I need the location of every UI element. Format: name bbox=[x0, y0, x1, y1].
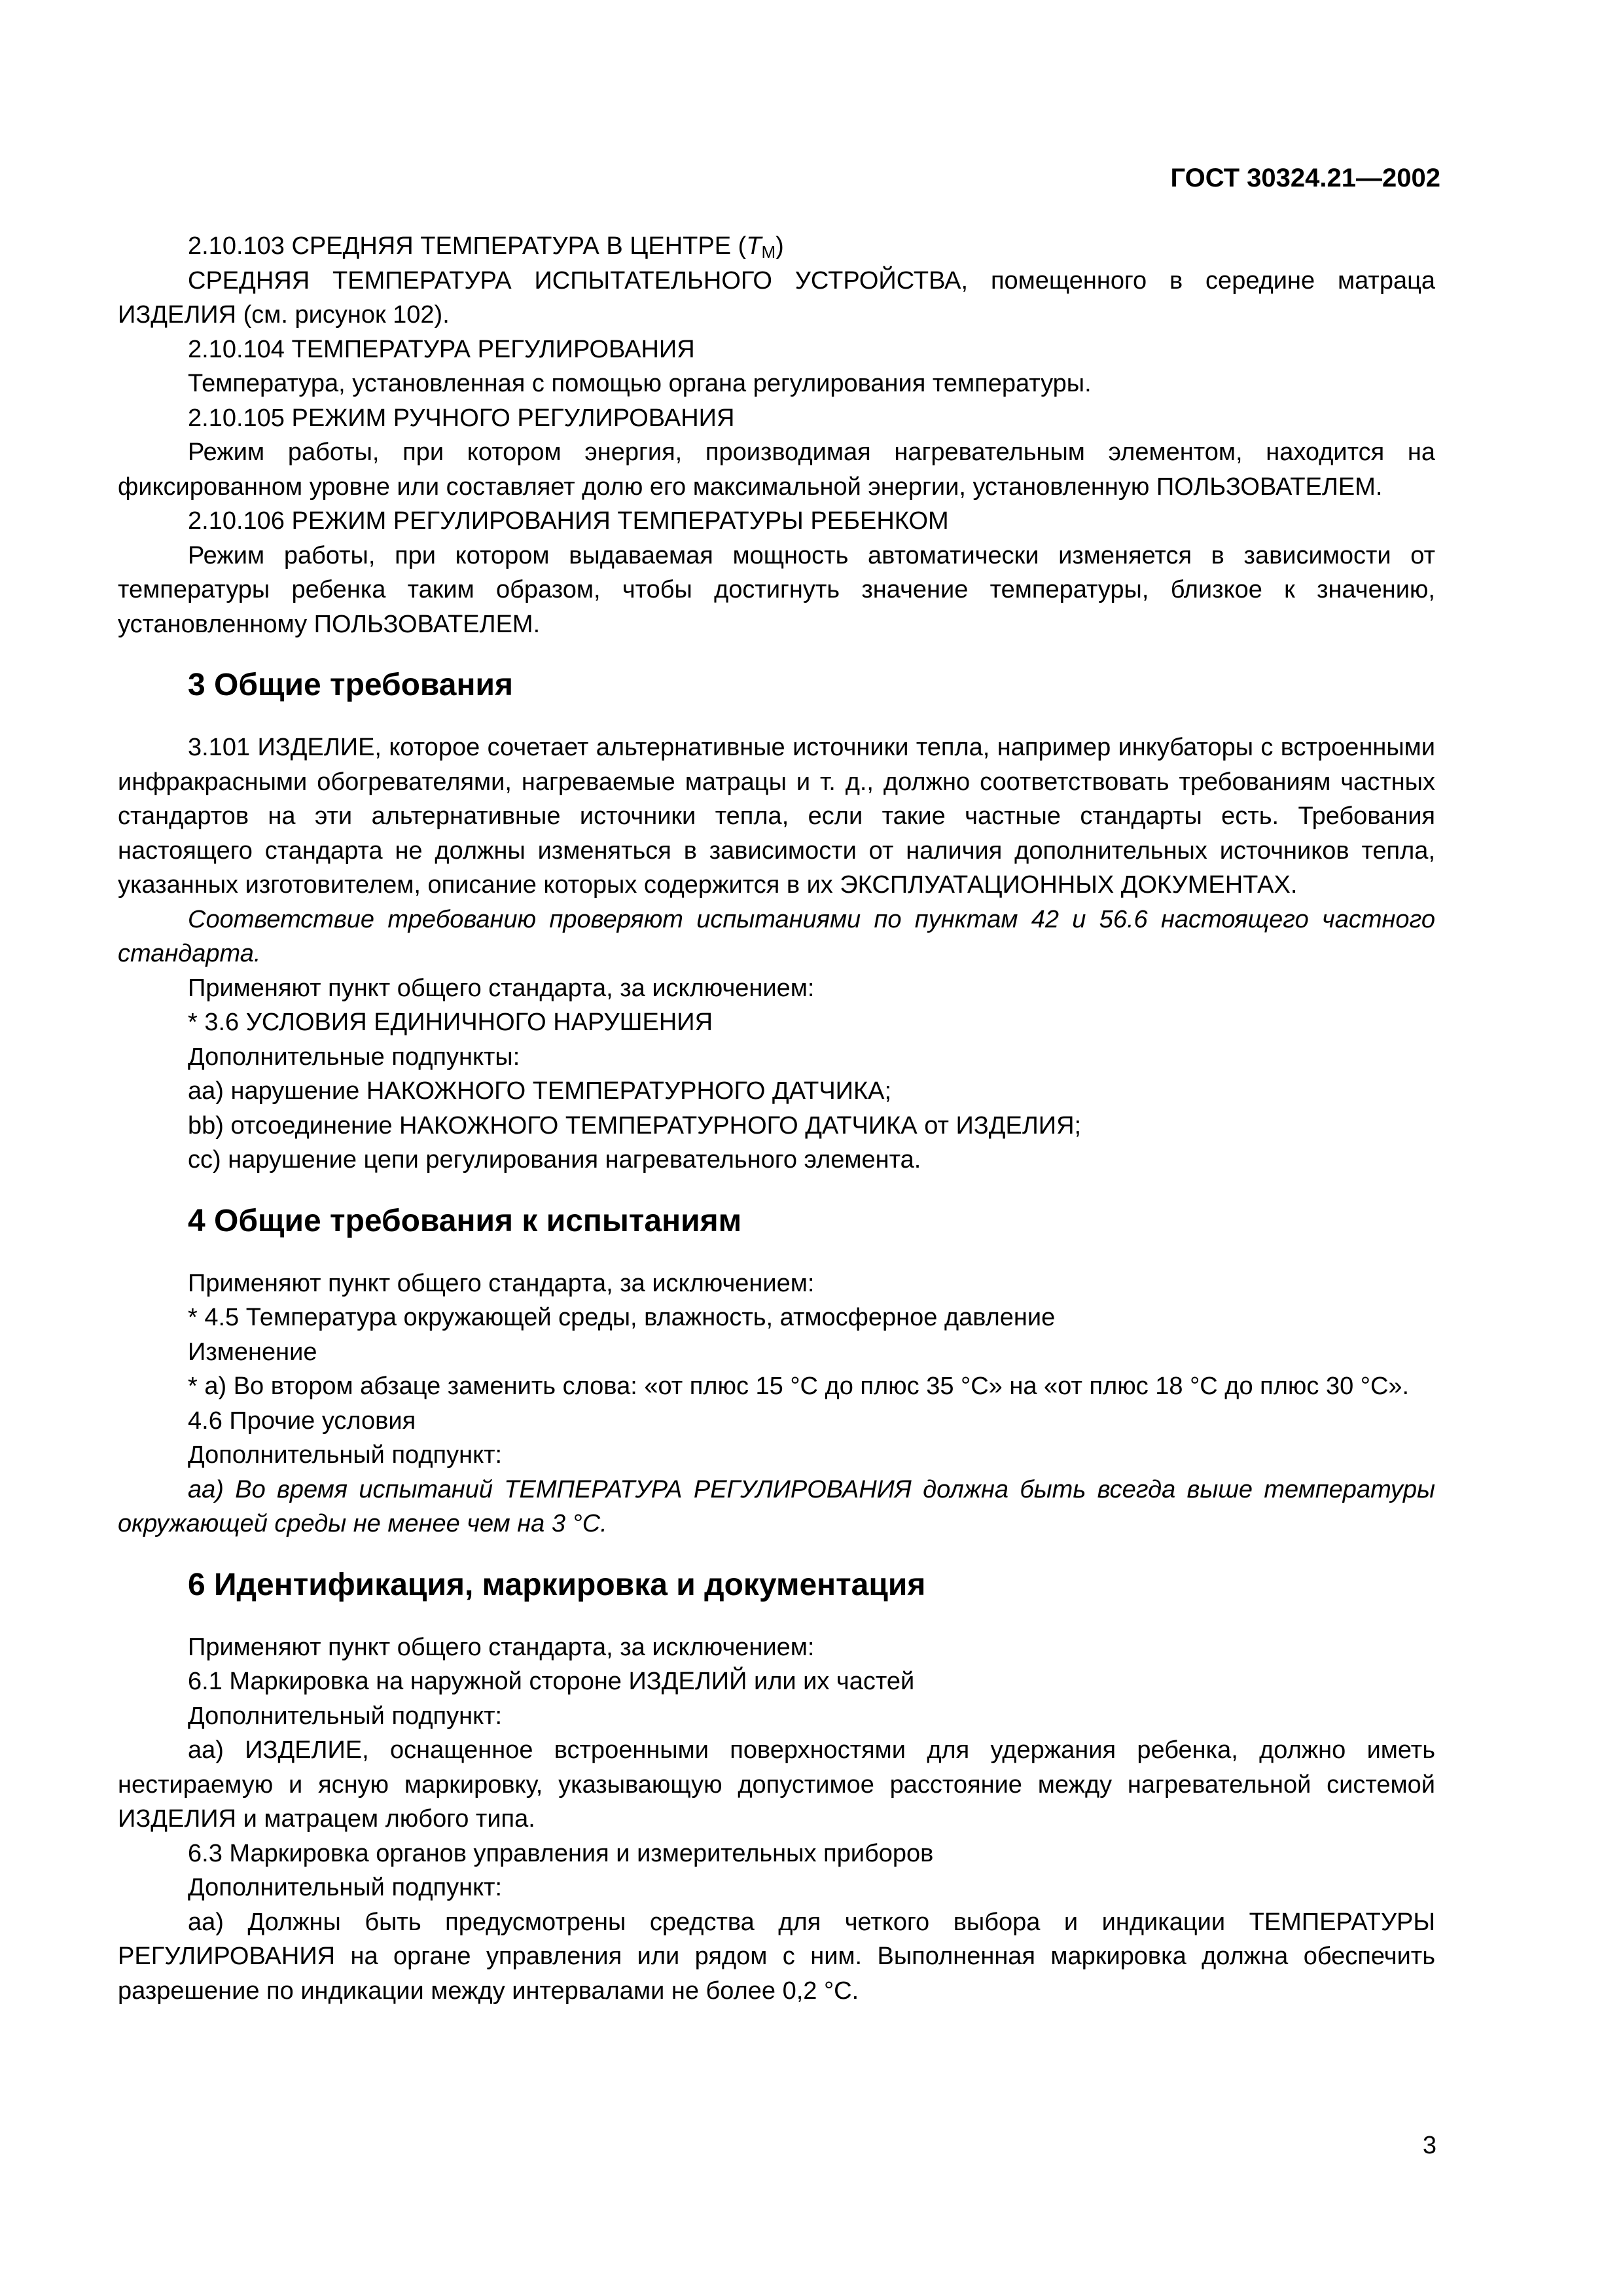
compliance-note: Соответствие требованию проверяют испытаниями по пунктам 42 и 56.6 настоящего частного стандарта. bbox=[118, 905, 1435, 967]
applied-clause-text: Применяют пункт общего стандарта, за исключением: bbox=[188, 1269, 815, 1297]
additional-subclause-label: Дополнительный подпункт: bbox=[188, 1874, 503, 1901]
clause-4-5: * 4.5 Температура окружающей среды, влажность, атмосферное давление bbox=[188, 1304, 1056, 1331]
clause-3-101: 3.101 ИЗДЕЛИЕ, которое сочетает альтернативные источники тепла, например инкубаторы с встроенными инфракрасными обогревателями, нагреваемые матрацы и т. д., должно соответствовать требованиям частных стандартов на эти альтернативные источники тепла, если такие частные стандарты есть. Требования настоящего стандарта не должны изменяться в зависимости от наличия дополнительных источников тепла, указанных изготовителем, описание которых содержится в их ЭКСПЛУАТАЦИОННЫХ ДОКУМЕНТАХ. bbox=[118, 734, 1435, 899]
applied-clause-text: Применяют пункт общего стандарта, за исключением: bbox=[188, 974, 815, 1002]
subclause-bb: bb) отсоединение НАКОЖНОГО ТЕМПЕРАТУРНОГО ДАТЧИКА от ИЗДЕЛИЯ; bbox=[188, 1111, 1082, 1139]
standard-designation: ГОСТ 30324.21—2002 bbox=[1170, 164, 1440, 192]
definition-title-2-10-103 bbox=[118, 229, 1435, 264]
definition-body-2-10-105: Режим работы, при котором энергия, производимая нагревательным элементом, находится на фиксированном уровне или составляет долю его максимальной энергии, установленную ПОЛЬЗОВАТЕЛЕМ. bbox=[118, 439, 1435, 501]
page-number: 3 bbox=[1422, 2132, 1436, 2159]
subclause-6-3-aa: аа) Должны быть предусмотрены средства для четкого выбора и индикации ТЕМПЕРАТУРЫ РЕГУЛИРОВАНИЯ на органе управления или рядом с ним. Выполненная маркировка должна обеспечить разрешение по индикации между интервалами не более 0,2 °С. bbox=[118, 1908, 1435, 2005]
clause-6-1: 6.1 Маркировка на наружной стороне ИЗДЕЛИЙ или их частей bbox=[188, 1668, 915, 1695]
page-content bbox=[118, 229, 1435, 2008]
clause-6-3: 6.3 Маркировка органов управления и измерительных приборов bbox=[188, 1839, 934, 1867]
change-item-a: * а) Во втором абзаце заменить слова: «от плюс 15 °С до плюс 35 °С» на «от плюс 18 °С до плюс 30 °С». bbox=[188, 1372, 1410, 1400]
section-4-heading: 4 Общие требования к испытаниям bbox=[188, 1203, 742, 1238]
additional-subclause-label: Дополнительный подпункт: bbox=[188, 1702, 503, 1730]
section-6-heading: 6 Идентификация, маркировка и документация bbox=[188, 1567, 926, 1602]
definition-title-text: 2.10.103 СРЕДНЯЯ ТЕМПЕРАТУРА В ЦЕНТРЕ ( bbox=[188, 232, 747, 260]
definition-title-2-10-105: 2.10.105 РЕЖИМ РУЧНОГО РЕГУЛИРОВАНИЯ bbox=[188, 404, 735, 432]
additional-subclauses-label: Дополнительные подпункты: bbox=[188, 1043, 520, 1071]
definition-title-2-10-106: 2.10.106 РЕЖИМ РЕГУЛИРОВАНИЯ ТЕМПЕРАТУРЫ РЕБЕНКОМ bbox=[188, 507, 949, 535]
additional-subclause-label: Дополнительный подпункт: bbox=[188, 1441, 503, 1469]
temperature-symbol: T bbox=[746, 232, 762, 260]
definition-title-2-10-104: 2.10.104 ТЕМПЕРАТУРА РЕГУЛИРОВАНИЯ bbox=[188, 335, 695, 363]
subclause-6-1-aa: аа) ИЗДЕЛИЕ, оснащенное встроенными поверхностями для удержания ребенка, должно иметь нестираемую и ясную маркировку, указывающую допустимое расстояние между нагревательной системой ИЗДЕЛИЯ и матрацем любого типа. bbox=[118, 1736, 1435, 1833]
definition-body-2-10-103: СРЕДНЯЯ ТЕМПЕРАТУРА ИСПЫТАТЕЛЬНОГО УСТРОЙСТВА, помещенного в середине матраца ИЗДЕЛИЯ (см. рисунок 102). bbox=[118, 266, 1435, 329]
definition-body-2-10-104: Температура, установленная с помощью органа регулирования температуры. bbox=[188, 370, 1092, 397]
temperature-subscript: M bbox=[761, 242, 776, 262]
definition-title-close: ) bbox=[776, 232, 784, 260]
clause-4-6: 4.6 Прочие условия bbox=[188, 1407, 416, 1435]
change-label: Изменение bbox=[188, 1338, 317, 1366]
subclause-aa: аа) нарушение НАКОЖНОГО ТЕМПЕРАТУРНОГО ДАТЧИКА; bbox=[188, 1077, 892, 1105]
clause-3-6: * 3.6 УСЛОВИЯ ЕДИНИЧНОГО НАРУШЕНИЯ bbox=[188, 1009, 713, 1036]
section-3-heading: 3 Общие требования bbox=[188, 668, 513, 702]
subclause-aa-italic: аа) Во время испытаний ТЕМПЕРАТУРА РЕГУЛИРОВАНИЯ должна быть всегда выше температуры окружающей среды не менее чем на 3 °С. bbox=[118, 1475, 1435, 1537]
subclause-cc: сс) нарушение цепи регулирования нагревательного элемента. bbox=[188, 1146, 921, 1174]
definition-body-2-10-106: Режим работы, при котором выдаваемая мощность автоматически изменяется в зависимости от температуры ребенка таким образом, чтобы достигнуть значение температуры, близкое к значению, установленному ПОЛЬЗОВАТЕЛЕМ. bbox=[118, 541, 1435, 638]
applied-clause-text: Применяют пункт общего стандарта, за исключением: bbox=[188, 1633, 815, 1661]
